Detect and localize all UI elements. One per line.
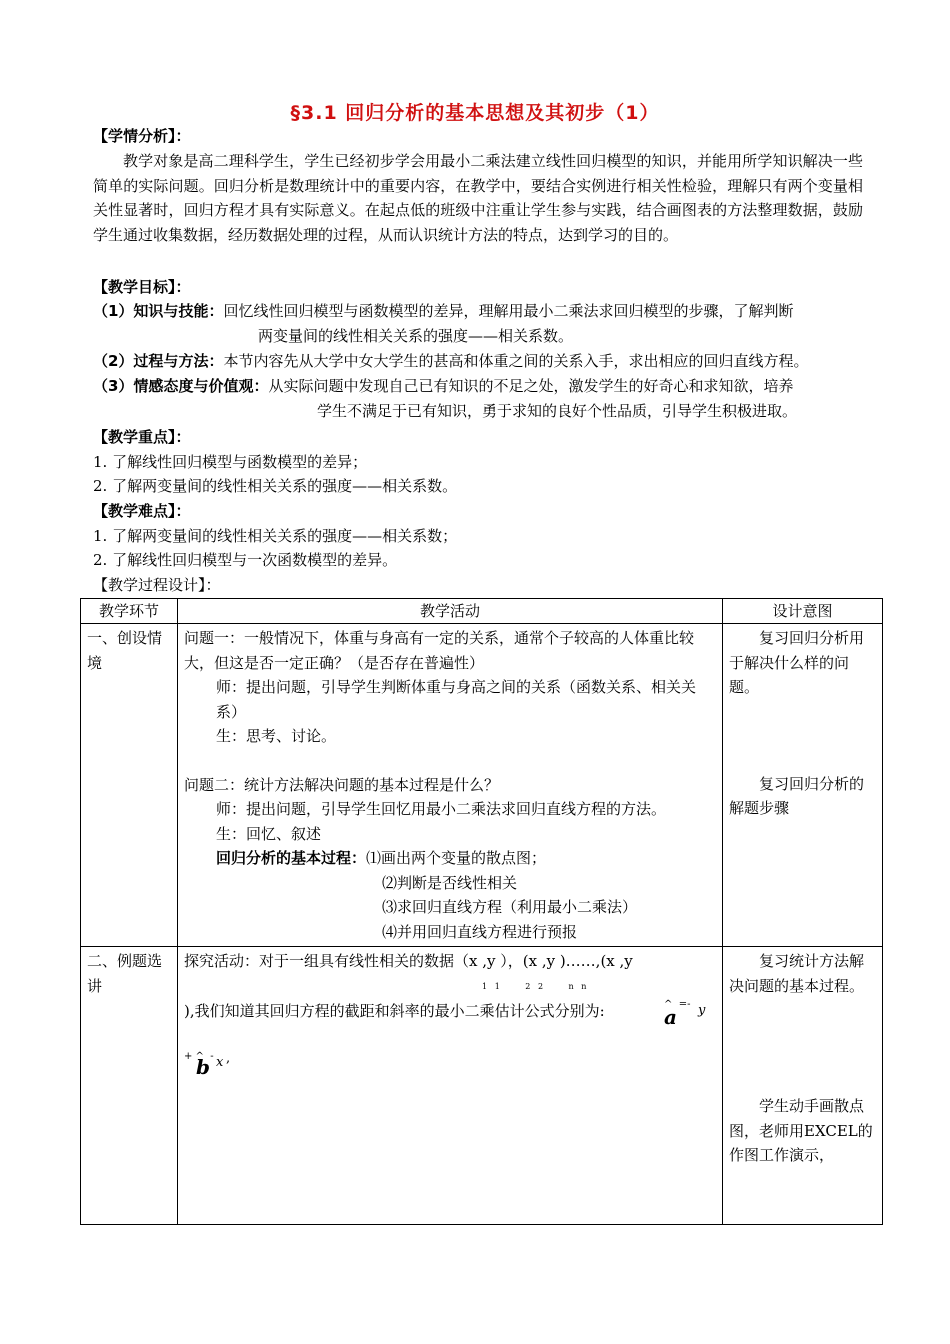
header-stage: 教学环节	[81, 599, 178, 624]
subscripts: 1 1 2 2 n n	[482, 982, 587, 991]
formula-x: x	[216, 1055, 224, 1070]
process-step: ⑶求回归直线方程（利用最小二乘法）	[382, 898, 638, 916]
header-activity: 教学活动	[178, 599, 723, 624]
hat-symbol: ^ =-	[664, 999, 691, 1010]
intent-text: 复习回归分析用于解决什么样的问题。	[729, 629, 865, 696]
page-title: §3.1 回归分析的基本思想及其初步（1）	[290, 102, 660, 124]
key-point-item: 2. 了解两变量间的线性相关关系的强度——相关系数。	[93, 477, 458, 495]
teacher-note: 师：提出问题，引导学生判断体重与身高之间的关系（函数关系、相关关系）	[216, 678, 697, 721]
header-intent: 设计意图	[723, 599, 883, 624]
heading-difficult-points: 【教学难点】：	[93, 502, 191, 520]
objective-3-cont: 学生不满足于已有知识，勇于求知的良好个性品质，引导学生积极进取。	[317, 402, 798, 420]
objective-1-text: 回忆线性回归模型与函数模型的差异，理解用最小二乘法求回归模型的步骤，了解判断	[223, 302, 794, 320]
student-note: 生：回忆、叙述	[216, 824, 322, 843]
stage-cell: 一、创设情境	[87, 629, 163, 672]
process-step: ⑷并用回归直线方程进行预报	[382, 922, 578, 941]
intent-text: 复习回归分析的解题步骤	[729, 774, 865, 817]
activity-cell	[178, 947, 722, 1221]
process-line	[184, 846, 716, 871]
objective-2-label: （2）过程与方法：	[93, 352, 224, 370]
comma: ,	[226, 1051, 231, 1066]
teaching-design-table	[80, 598, 883, 1225]
process-step: ⑴画出两个变量的散点图；	[366, 849, 547, 867]
heading-key-points: 【教学重点】：	[93, 428, 191, 446]
objective-1-cont: 两变量间的线性相关关系的强度——相关系数。	[258, 327, 574, 345]
objective-2-text: 本节内容先从大学中女大学生的甚高和体重之间的关系入手，求出相应的回归直线方程。	[223, 352, 809, 370]
objective-3	[93, 374, 793, 398]
difficult-point-item: 2. 了解线性回归模型与一次函数模型的差异。	[93, 551, 398, 569]
objective-3-text: 从实际问题中发现自己已有知识的不足之处，激发学生的好奇心和求知欲，培养	[268, 377, 794, 395]
table-header-row	[81, 599, 883, 624]
intent-text: 学生动手画散点图，老师用EXCEL的作图工作演示，	[729, 1097, 873, 1164]
process-step: ⑵判断是否线性相关	[382, 873, 518, 892]
difficult-point-item: 1. 了解两变量间的线性相关关系的强度——相关系数；	[93, 527, 458, 545]
teacher-note: 师：提出问题，引导学生回忆用最小二乘法求回归直线方程的方法。	[216, 800, 667, 818]
explore-text: 探究活动：对于一组具有线性相关的数据（x ,y ），(x ,y )……,(x ,y	[184, 952, 633, 970]
analysis-paragraph: 教学对象是高二理科学生，学生已经初步学会用最小二乘法建立线性回归模型的知识，并能用所学知识解决一些简单的实际问题。回归分析是数理统计中的重要内容，在教学中，要结合实例进行相关性检验，理解只有两个变量相关性显著时，回归方程才具有实际意义。在起点低的班级中注重让学生参与实践，结合画图表的方法整理数据，鼓励学生通过收集数据，经历数据处理的过程，从而认识统计方法的特点，达到学习的目的。	[93, 152, 863, 244]
heading-analysis: 【学情分析】：	[93, 127, 191, 145]
objective-1-label: （1）知识与技能：	[93, 302, 224, 320]
process-label: 回归分析的基本过程：	[216, 849, 367, 867]
plus-hat-symbol: + ^ -	[184, 1051, 214, 1062]
intent-cell	[723, 947, 882, 1170]
formula-y: y	[698, 1003, 706, 1018]
heading-process: 【教学过程设计】：	[93, 576, 221, 594]
table-row	[81, 947, 883, 1225]
question-1: 问题一：一般情况下，体重与身高有一定的关系，通常个子较高的人体重比较大，但这是否一定正确？（是否存在普遍性）	[184, 629, 695, 672]
stage-cell: 二、例题选讲	[87, 952, 163, 995]
objective-1	[93, 299, 793, 323]
heading-objectives: 【教学目标】：	[93, 278, 191, 296]
intent-text: 复习统计方法解决问题的基本过程。	[729, 952, 865, 995]
objective-3-label: （3）情感态度与价值观：	[93, 377, 269, 395]
intent-cell	[723, 624, 882, 823]
objective-2	[93, 349, 808, 373]
question-2: 问题二：统计方法解决问题的基本过程是什么？	[184, 775, 500, 794]
formula-a: a	[664, 1005, 677, 1029]
formula-b: b	[196, 1055, 210, 1079]
table-row	[81, 624, 883, 947]
activity-cell	[178, 624, 722, 946]
explore-text-cont: ),我们知道其回归方程的截距和斜率的最小二乘估计公式分别为:	[184, 1002, 605, 1020]
student-note: 生：思考、讨论。	[216, 727, 337, 745]
key-point-item: 1. 了解线性回归模型与函数模型的差异；	[93, 453, 368, 471]
